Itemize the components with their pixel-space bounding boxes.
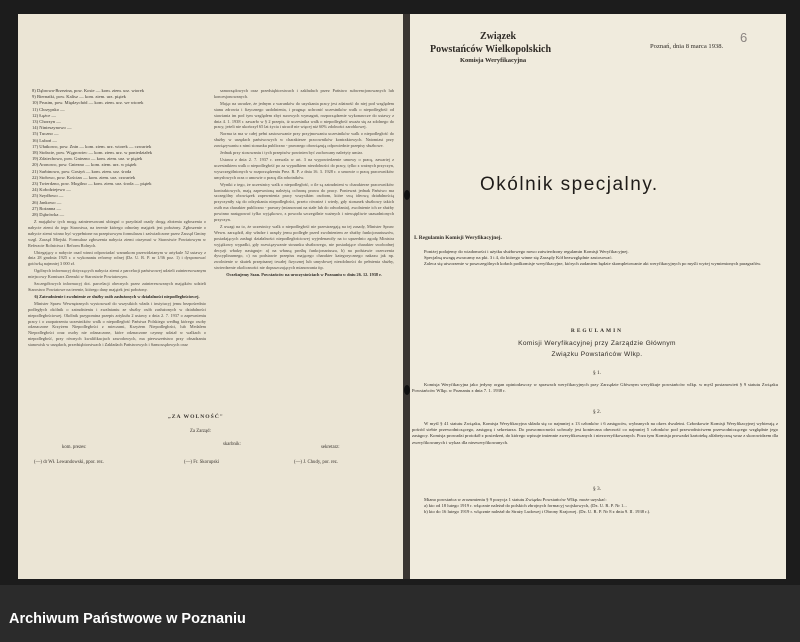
paragraph-item-a: a) kto od 18 lutego 1919 r. włącznie należał do polskich zbrojnych formacyj wojskowych, (Dz. U. R. P. Nr 1... — [424, 503, 627, 509]
left-column — [28, 219, 206, 349]
estate-list-item: 26) Jankowo — — [32, 199, 62, 205]
pencil-page-number: 6 — [740, 30, 748, 45]
estate-list-item: 20) Aronowo, pow. Gniezno — kom. ziem. urz. w piątek — [32, 162, 137, 168]
estate-list-item: 14) Ninieszynowo — — [32, 125, 72, 131]
paragraph: Minister Spraw Wewnętrznych wystosował do wszystkich władz i instytucyj jemu bezpośrednio podległych okólnik o zatrudnieniu i zwalnianiu ze służby osób zasłużonych w działalności niepodległościowej. Okólnik przypomina przepis artykułu 2 ustawy z dnia 2. 7. 1937 o zapewnieniu pracy i o zaopatrzeniu uczestników walk o niepodległość Państwa Polskiego według którego osoby odznaczone Krzyżem Niepodległości z mieczami, Krzyżem Niepodległości, lub Medalem Niepodległości oraz osoby nie odznaczone, które odznaczone czynny udział w walkach o niepodległość, przy równych kwalifikacjach zawodowych, ma pierwszeństwo przy obsadzaniu stanowisk w urzędach, przedsiębiorstwach i Zakładach Państwowych i Samorządowych oraz — [28, 300, 206, 348]
document-date: Poznań, dnia 8 marca 1938. — [650, 43, 724, 50]
regulamin-subtitle-2: Związku Powstańców Wlkp. — [551, 351, 643, 358]
signature-zarzad: Za Zarząd: — [190, 429, 211, 434]
paragraph: Z uwagi na to, że uczestnicy walk o niepodległość nie przestrzegają na tej zasady, Minister Spraw Wewn. zarządził, aby władze i urzędy jemu podległe przed zwolnieniem ze służby funkcjonariuszów, posiadających zasługi działalności niepodległościowej wyjedenawiły na to uprzednio zgodę Ministra wyjątkowy wypadki, gdy rozwiązywanie stosunku służbowego, nie posiadające charakter swobodnej decyzji władzy następuje: a) na własną prośbę funkcjonariusza, b) na podstawie orzeczenia dyscyplinarnego, c) na podstawie przepisu mającego charakter kategorycznego nakazu jak np. zwolnienie w skutek przepisanej trwałej fizycznej lub umysłowej niezdolności do pełnienia służby, stwierdzenie okoliczności nie dopuszczających mianowania itp. — [214, 223, 394, 271]
paragraph: Ogólnych informacyj dotyczących nabycia ziemi z parcelacji państwowej udzieli zainteresowanym miejscowy Komisarz Ziemski w Starostwie Powiatowym. — [28, 268, 206, 280]
org-name: Związek — [480, 31, 517, 42]
paragraph: Ubiegający o nabycie osad winni odpowiadać warunkom przewidzianym w artykule 52 ustawy z dnia 28 grudnia 1925 r. o wykonaniu reformy rolnej (Dz. U. R. P. nr 1/36 poz. 1) i dysponować gotówką najmniej 3 000 zł. — [28, 249, 206, 267]
role-skarbnik: skarbnik: — [223, 442, 241, 447]
paragraph: Specjalną uwagę zwracamy na pkt. 3 i 4, do którego winne się Zarządy Kół bezwzględnie zastosować. — [424, 255, 613, 261]
estate-list-item: 21) Sarbinowo, pow. Gostyń — kom. ziem. urz. środa — [32, 168, 132, 174]
paragraph: Wyniki z tego, że uczestnicy walk o niepodległość, o ile są zatrudnieni w charakterze pracowników kontraktowych, mają zapewnioną należytą ochronę prawa do pracy. Ponieważ jednak Państwo ma szczególny obowiązek zapewnienia pracy wszystkim osobom, które swą ideową działalnością przyczyniły się do odzyskania niepodległości, przeto również i wtedy, gdy stosunek służbowy takich osób ma charakter publiczno - prawny (mianowani na stałe lub do odwołania), zwolnienie ich ze służby powinno następować tylko wyjątkowo, z powodu szczególnie ważnych i niewątpliwie uzasadnionych przyczyn. — [214, 181, 394, 223]
page-gutter — [403, 14, 410, 579]
document-title: Okólnik specjalny. — [480, 174, 659, 195]
section-1-body — [412, 249, 778, 268]
estate-list — [32, 88, 152, 218]
estate-list-item: 28) Dąbrówka — — [32, 212, 65, 218]
estate-list-item: 18) Stołacie, pow. Wągrowiec — kom. ziem. urz. w poniedziałek — [32, 150, 153, 156]
org-name-full: Powstańców Wielkopolskich — [430, 44, 552, 55]
section-heading-6: 6) Zatrudnienie i zwolnienie ze służby osób zasłużonych w działalności niepodległościowej. — [34, 293, 200, 299]
org-committee: Komisja Weryfikacyjna — [460, 57, 527, 64]
paragraph: Poniżej podajemy do wiadomości i użytku służbowego nowo zatwierdzony regulamin Komisji Weryfikacyjnej. — [424, 249, 629, 254]
estate-list-item: 19) Zdziechowo, pow. Gniezno — kom. ziem. urz. w piątek — [32, 156, 143, 162]
estate-list-item: 9) Biernatki, pow. Kalisz — kom. ziem. urz. piątek — [32, 94, 126, 100]
signer-skarbnik: (—) Fr. Skorupski — [184, 460, 220, 465]
role-sekretarz: sekretarz: — [321, 445, 340, 450]
signature-title: „ZA WOLNOŚĆ" — [168, 414, 224, 420]
paragraph-2-heading: § 2. — [592, 409, 602, 415]
paragraph: Mając na uwadze, że jednym z warunków do uzyskania pracy jest zdatność do niej pod względem stanu zdrowia i fizycznego uzdolnienia, i pragnąc uchronić uczestników walk o niepodległość od stawiania im pod tym względem zbyt surowych wymagań, rozporządzenie wykonawcze do ustawy z dnia 4. 1. 1938 r. zawarło w § 2 przepis, iż uczestnika walk o niepodległość uważa się za zdolnego do pracy, jeżeli nie ukończył 65 lat życia i utracił nie więcej niż 60% zdolności zarobkowej. — [214, 100, 394, 130]
archive-name: Archiwum Państwowe w Poznaniu — [9, 611, 246, 627]
estate-list-item: 17) Ułatkowo, pow. Znin — kom. ziem. urz. wtorek — czwartek — [32, 143, 152, 149]
paragraph: samorządowych oraz przedsiębiorstwach i zakładach przez Państwo subwencjonowanych lub koncesjonowanych. — [214, 88, 394, 99]
estate-list-item: 15) Tuczno — — [32, 131, 59, 137]
signer-prezes: (—) dr Wł. Lewandowski, ppor. rez. — [34, 460, 104, 465]
estate-list-item: 25) Szydłowo — — [32, 193, 64, 199]
paragraph-item-b: b) kto do 16 lutego 1919 r. włącznie należał do Straży Ludowej i Obrony Krajowej. (Dz. U. R. P. Nr 8 z dnia 9. II. 1938 r.). — [424, 509, 651, 515]
estate-list-item: 22) Stołowo, pow. Kościan — kom. ziem. urz. czwartek — [32, 174, 136, 180]
estate-list-item: 13) Chorzyn — — [32, 119, 61, 125]
estate-list-item: 10) Prusim, pow. Międzychód — kom. ziem. urz. we wtorek — [32, 100, 144, 106]
closing-note: Oczekujemy Szan. Powstańców na uroczystościach w Poznaniu w dniu 26. 12. 1938 r. — [226, 272, 382, 278]
right-page — [410, 14, 786, 579]
estate-list-item: 8) Dąbrowa-Brzezina, pow. Kosie — kom. ziem. urz. wtorek — [32, 88, 145, 93]
paragraph: Norma ta ma w całej pełni zastosowanie przy przyjmowaniu uczestników walk o niepodległość do służby w urzędach państwowych w charakterze pracowników kontraktowych. Natomiast przy zawiązywaniu z nimi stosunku publiczno - prawnego obowiązują odpowiednie przepisy służbowe. — [214, 131, 394, 149]
estate-list-item: 23) Twierdzno, pow. Mogilno — kom. ziem. urz. środa — piątek — [32, 181, 152, 187]
paragraph: Z majątków tych mogą zainteresowani ubiegać o przydział osady drogą złożenia zgłoszenia o nabycie ziemi do tego Starostwa, na terenie którego odnośny majątek jest położony. Zgłoszenie o nabycie ziemi winno być wypełnione na przepisowym formularzu i zaświadczone przez Zarząd Gminy wzgl. Zarząd Miejski. Formularz zgłoszenia nabycia ziemi otrzymać w Starostwie Powiatowym w Referacie Rolnictwa i Reform Rolnych. — [28, 219, 206, 248]
role-prezes: kom. prezes: — [62, 445, 87, 450]
paragraph: Miano powstańca w zrozumieniu § 9 pozycja 1 statutu Związku Powstańców Wlkp. może uzyskać: — [424, 497, 607, 502]
estate-list-item: 16) Luboń — — [32, 137, 58, 143]
section-heading-1: I. Regulamin Komisji Weryfikacyjnej. — [414, 235, 502, 241]
signer-sekretarz: (—) J. Chudy, por. rez. — [294, 460, 338, 465]
right-column — [214, 88, 394, 279]
paragraph-1-text — [412, 382, 778, 394]
paragraph: W myśl § 41 statutu Związku, Komisja Weryfikacyjna składa się co najmniej z 13 członków i 6 zastępców, wybranych na okres dwuletni. Członkowie Komisji Weryfikacyjnej wybierają z pośród siebie przewodniczącego, zastępcę i sekretarza. Do prawomocności uchwały jest konieczna obecność co najmniej 5 członków pod przewodnictwem przewodniczącego względnie jego zastępcy. Komisja prowadzi protokół z posiedzeń, do którego wpisuje imiennie zweryfikowanych i niezweryfikowanych. Poza tym Komisja prowadzi kartotekę alfabetyczną wraz z skorowidzem dla zweryfikowanych i wykaz dla niezweryfikowanych. — [412, 421, 778, 445]
paragraph-3-heading: § 3. — [592, 486, 602, 492]
left-page — [18, 14, 403, 579]
regulamin-subtitle-1: Komisji Weryfikacyjnej przy Zarządzie Głównym — [518, 340, 676, 347]
estate-list-item: 11) Chrzypsko — — [32, 106, 65, 112]
estate-list-item: 24) Kołodziejewo — — [32, 187, 71, 193]
paragraph: Jednak przy stosowaniu i tych przepisów powinien być zachowany należyty umiar. — [220, 150, 363, 156]
regulamin-title: REGULAMIN — [570, 328, 624, 334]
estate-list-item: 27) Rożanna — — [32, 205, 62, 211]
estate-list-item: 12) Łężce — — [32, 112, 56, 118]
paragraph: Ustawa z dnia 2. 7. 1937 r. zezwala w art. 3 na wypowiedzenie umowy o pracę, zawartej z uczestnikiem walk o niepodległość po za wypadkiem niezdolności do pracy, tylko z ważnych przyczyn, wyszczególnionych w rozporządzeniu Prez. R. P. z dnia 16. 3. 1928 r. o umowie o pracę pracowników umysłowych oraz o umowie o pracę dla robotników. — [214, 156, 394, 180]
paragraph-1-heading: § 1. — [592, 370, 602, 376]
paragraph: Komisja Weryfikacyjna jako jedyny organ opiniodawczy w sprawach weryfikacyjnych przy Zarządzie Głównym weryfikuje powstańców wlkp. w myśl postanowień § 9 statutu Związku Powstańców Wlkp. w Poznaniu z dnia 7. 1. 1938 r. — [412, 382, 778, 394]
paragraph: Zaleca się utworzenie w poszczególnych kołach podkomisje weryfikacyjne, których zadaniem będzie skompletowanie akt weryfikacyjnych po myśli wyżej wymienionych paragrafów. — [424, 261, 762, 267]
paragraph-2-text — [412, 421, 778, 446]
paragraph-3-text — [412, 497, 778, 516]
paragraph: Szczegółowych informacyj dot. parcelacji obecnych przez zainteresowanych majątków udzieli Starostwo Powiatowe na terenie, którego dany majątek jest położony. — [28, 281, 206, 292]
